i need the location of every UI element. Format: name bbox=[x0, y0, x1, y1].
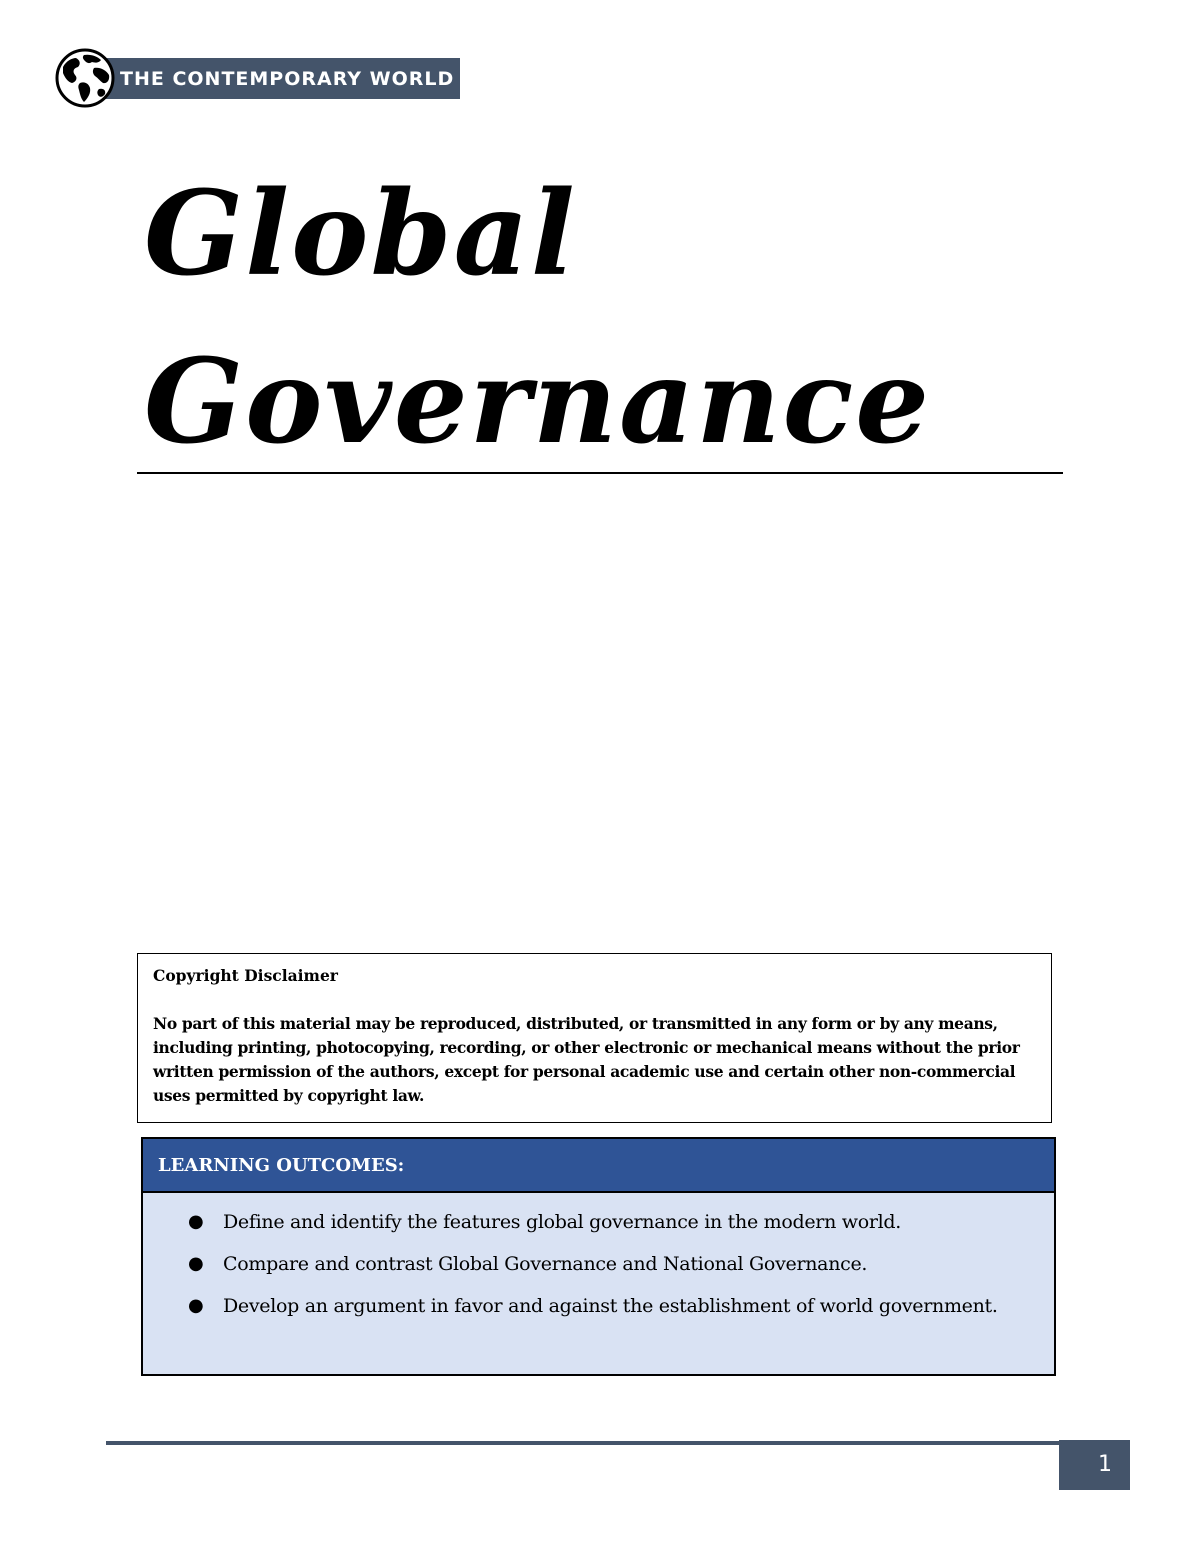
learning-outcome-item bbox=[143, 1285, 1054, 1327]
learning-outcome-text: Develop an argument in favor and against the establishment of world government. bbox=[223, 1295, 998, 1317]
learning-outcome-item bbox=[143, 1201, 1054, 1243]
page-title bbox=[144, 150, 931, 486]
footer-divider bbox=[106, 1441, 1060, 1445]
page-number: 1 bbox=[1098, 1452, 1112, 1477]
page-title-line-1: Global bbox=[144, 166, 577, 302]
globe-icon bbox=[54, 47, 116, 109]
page-number-box bbox=[1059, 1440, 1130, 1490]
learning-outcomes-heading: LEARNING OUTCOMES: bbox=[143, 1139, 1054, 1193]
header-banner-text: THE CONTEMPORARY WORLD bbox=[120, 68, 455, 90]
copyright-text: No part of this material may be reproduced, distributed, or transmitted in any form or by any means, including printing, photocopying, recording, or other electronic or mechanical means without the prior written permission of the authors, except for personal academic use and certain other non-commercial uses permitted by copyright law. bbox=[153, 1014, 1020, 1105]
bullet-icon: ● bbox=[188, 1295, 204, 1316]
learning-outcomes-box bbox=[141, 1137, 1056, 1376]
bullet-icon: ● bbox=[188, 1211, 204, 1232]
copyright-disclaimer-box bbox=[137, 953, 1052, 1123]
learning-outcome-item bbox=[143, 1243, 1054, 1285]
bullet-icon: ● bbox=[188, 1253, 204, 1274]
learning-outcome-text: Define and identify the features global governance in the modern world. bbox=[223, 1211, 902, 1233]
page-title-line-2: Governance bbox=[144, 334, 932, 470]
title-divider bbox=[137, 472, 1063, 474]
learning-outcome-text: Compare and contrast Global Governance and National Governance. bbox=[223, 1253, 868, 1275]
copyright-heading: Copyright Disclaimer bbox=[153, 966, 338, 985]
learning-outcomes-list bbox=[143, 1193, 1054, 1327]
